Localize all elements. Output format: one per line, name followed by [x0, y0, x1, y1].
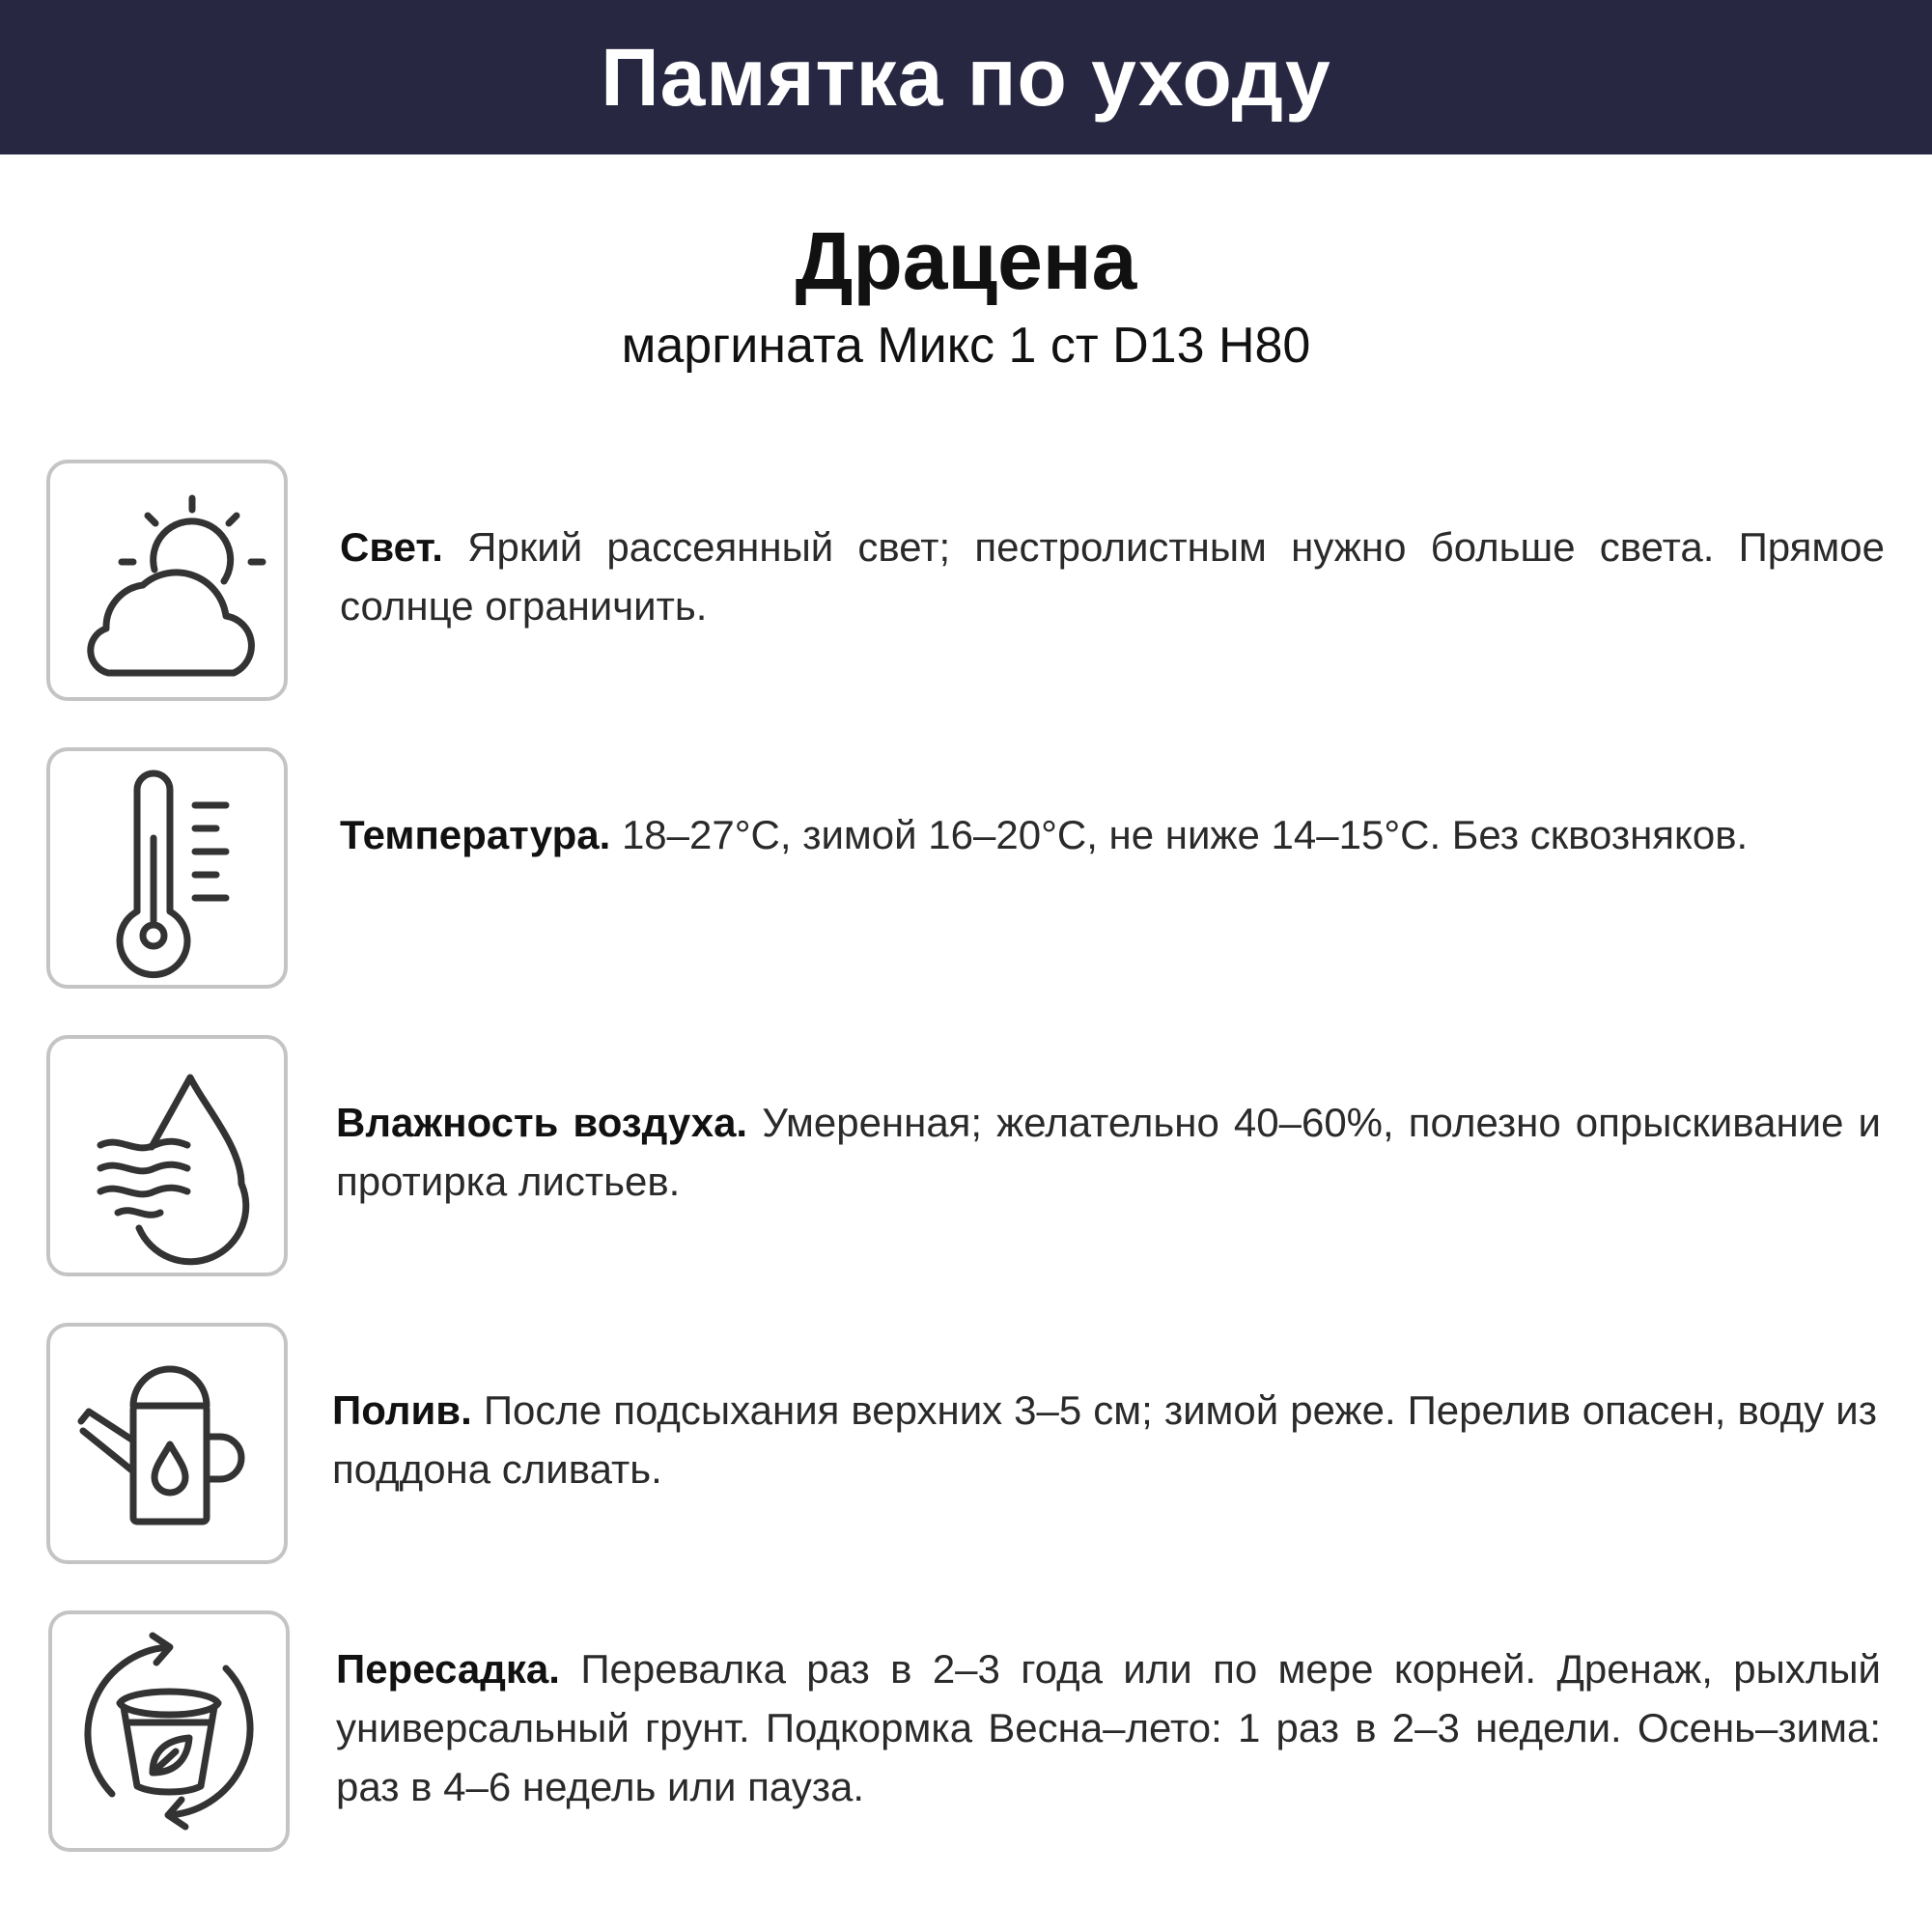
plant-variety: маргината Микс 1 ст D13 H80 — [621, 318, 1311, 374]
icon-box-transplant — [48, 1610, 290, 1852]
icon-box-temperature — [46, 747, 288, 989]
care-value-light: Яркий рассеянный свет; пестролистным нужно больше света. Прямое солнце ограничить. — [340, 524, 1885, 629]
plant-name: Драцена — [795, 215, 1137, 306]
care-item-humidity — [0, 1035, 1932, 1280]
icon-box-watering — [46, 1323, 288, 1564]
care-label-light: Свет. — [340, 524, 443, 570]
care-text-transplant — [336, 1639, 1881, 1816]
care-label-temperature: Температура. — [340, 812, 611, 857]
care-value-temperature: 18–27°C, зимой 16–20°C, не ниже 14–15°C. Без сквозняков. — [621, 812, 1749, 857]
thermometer-icon — [50, 751, 284, 985]
watering-can-icon — [50, 1327, 284, 1560]
care-value-watering: После подсыхания верхних 3–5 см; зимой реже. Перелив опасен, воду из поддона сливать. — [332, 1387, 1877, 1492]
icon-box-humidity — [46, 1035, 288, 1276]
care-text-light — [340, 518, 1885, 635]
care-label-humidity: Влажность воздуха. — [336, 1100, 748, 1145]
header-banner — [0, 0, 1932, 154]
header-title: Памятка по уходу — [601, 31, 1331, 123]
icon-box-light — [46, 460, 288, 701]
humidity-drop-icon — [50, 1039, 284, 1273]
care-text-watering — [332, 1381, 1877, 1498]
sun-cloud-icon — [50, 463, 284, 697]
repot-icon — [52, 1614, 286, 1848]
care-item-light — [0, 460, 1932, 705]
care-value-humidity: Умеренная; желательно 40–60%, полезно опрыскивание и протирка листьев. — [336, 1100, 1881, 1204]
care-text-temperature — [340, 805, 1885, 864]
care-value-transplant: Перевалка раз в 2–3 года или по мере корней. Дренаж, рыхлый универсальный грунт. Подкормка Весна–лето: 1 раз в 2–3 недели. Осень–зима: раз в 4–6 недель или пауза. — [336, 1646, 1881, 1809]
care-label-transplant: Пересадка. — [336, 1646, 560, 1692]
care-item-transplant — [0, 1610, 1932, 1856]
care-item-watering — [0, 1323, 1932, 1568]
care-item-temperature — [0, 747, 1932, 993]
care-text-humidity — [336, 1093, 1881, 1211]
care-label-watering: Полив. — [332, 1387, 472, 1433]
